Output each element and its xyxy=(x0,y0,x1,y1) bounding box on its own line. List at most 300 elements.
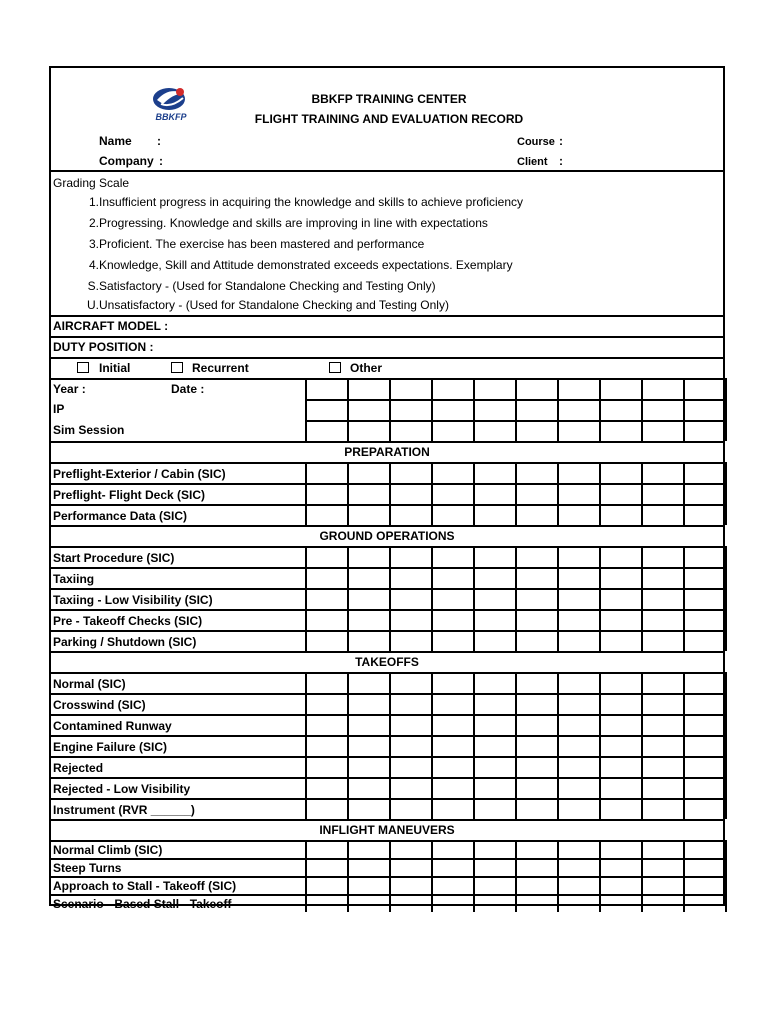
grade-cell[interactable] xyxy=(349,547,389,566)
grade-cell[interactable] xyxy=(601,421,641,440)
grade-cell[interactable] xyxy=(307,484,347,503)
maneuver-label: Crosswind (SIC) xyxy=(53,697,146,712)
section-title: GROUND OPERATIONS xyxy=(319,529,455,543)
grade-cell[interactable] xyxy=(433,799,473,818)
grade-cell[interactable] xyxy=(391,421,431,440)
grade-cell[interactable] xyxy=(349,694,389,713)
grade-cell[interactable] xyxy=(643,568,683,587)
grade-cell[interactable] xyxy=(685,610,725,629)
maneuver-label: Performance Data (SIC) xyxy=(53,508,188,523)
grade-cell[interactable] xyxy=(559,484,599,503)
grade-cell[interactable] xyxy=(685,421,725,440)
other-label: Other xyxy=(350,361,383,375)
grid-column-line xyxy=(725,546,727,567)
grade-cell[interactable] xyxy=(433,589,473,608)
grade-cell[interactable] xyxy=(685,400,725,419)
grade-cell[interactable] xyxy=(349,589,389,608)
grid-column-line xyxy=(725,798,727,819)
grade-cell[interactable] xyxy=(349,610,389,629)
grade-cell[interactable] xyxy=(559,859,599,875)
grade-cell[interactable] xyxy=(601,631,641,650)
maneuver-label: Preflight-Exterior / Cabin (SIC) xyxy=(53,466,226,481)
grade-cell[interactable] xyxy=(517,379,557,398)
grade-cell[interactable] xyxy=(559,757,599,776)
maneuver-label: Preflight- Flight Deck (SIC) xyxy=(53,487,206,502)
divider xyxy=(51,819,723,821)
grade-cell[interactable] xyxy=(475,463,515,482)
grade-cell[interactable] xyxy=(685,631,725,650)
grade-cell[interactable] xyxy=(559,379,599,398)
grade-cell[interactable] xyxy=(559,895,599,911)
grade-cell[interactable] xyxy=(307,859,347,875)
divider xyxy=(51,336,723,338)
grade-cell[interactable] xyxy=(349,877,389,893)
maneuver-label: Parking / Shutdown (SIC) xyxy=(53,634,197,649)
grade-cell[interactable] xyxy=(307,673,347,692)
grade-cell[interactable] xyxy=(601,895,641,911)
grid-column-line xyxy=(725,672,727,693)
grade-cell[interactable] xyxy=(349,484,389,503)
grade-cell[interactable] xyxy=(475,694,515,713)
grade-cell[interactable] xyxy=(307,757,347,776)
grade-cell[interactable] xyxy=(601,694,641,713)
grade-cell[interactable] xyxy=(643,736,683,755)
grading-text: Insufficient progress in acquiring the knowledge and skills to achieve proficiency xyxy=(99,195,524,209)
grade-cell[interactable] xyxy=(601,505,641,524)
grade-cell[interactable] xyxy=(601,778,641,797)
grade-cell[interactable] xyxy=(517,859,557,875)
grade-cell[interactable] xyxy=(349,859,389,875)
maneuver-label: Engine Failure (SIC) xyxy=(53,739,168,754)
grade-cell[interactable] xyxy=(433,379,473,398)
grade-cell[interactable] xyxy=(601,859,641,875)
evaluation-form xyxy=(49,66,725,911)
grade-cell[interactable] xyxy=(349,631,389,650)
grade-cell[interactable] xyxy=(433,895,473,911)
grade-cell[interactable] xyxy=(349,799,389,818)
maneuver-label: Steep Turns xyxy=(53,861,122,875)
grade-cell[interactable] xyxy=(307,589,347,608)
grade-cell[interactable] xyxy=(433,547,473,566)
grade-cell[interactable] xyxy=(433,841,473,857)
grade-cell[interactable] xyxy=(349,505,389,524)
grade-cell[interactable] xyxy=(559,463,599,482)
grid-column-line xyxy=(725,462,727,483)
client-colon: : xyxy=(559,154,563,168)
grade-cell[interactable] xyxy=(685,778,725,797)
org-title: BBKFP TRAINING CENTER xyxy=(311,92,467,106)
grade-cell[interactable] xyxy=(307,421,347,440)
grade-cell[interactable] xyxy=(475,610,515,629)
grading-text: Progressing. Knowledge and skills are improving in line with expectations xyxy=(99,216,488,230)
maneuver-label: Scenario - Based Stall - Takeoff xyxy=(53,897,232,911)
grade-cell[interactable] xyxy=(517,484,557,503)
grade-cell[interactable] xyxy=(559,400,599,419)
grid-column-line xyxy=(725,777,727,798)
company-label: Company xyxy=(99,154,154,168)
grid-column-line xyxy=(725,420,727,441)
duty-position-label: DUTY POSITION : xyxy=(53,340,154,354)
grade-cell[interactable] xyxy=(559,694,599,713)
divider xyxy=(51,651,723,653)
grade-cell[interactable] xyxy=(433,631,473,650)
grade-cell[interactable] xyxy=(601,589,641,608)
section-title: INFLIGHT MANEUVERS xyxy=(319,823,455,837)
recurrent-label: Recurrent xyxy=(192,361,249,375)
grade-cell[interactable] xyxy=(643,547,683,566)
divider xyxy=(51,170,723,172)
grid-column-line xyxy=(725,609,727,630)
grade-cell[interactable] xyxy=(517,505,557,524)
recurrent-checkbox[interactable] xyxy=(171,362,183,373)
grade-cell[interactable] xyxy=(643,799,683,818)
grade-cell[interactable] xyxy=(601,400,641,419)
grade-cell[interactable] xyxy=(475,547,515,566)
grade-cell[interactable] xyxy=(517,799,557,818)
grade-cell[interactable] xyxy=(307,379,347,398)
grading-text: Knowledge, Skill and Attitude demonstrated exceeds expectations. Exemplary xyxy=(99,258,513,272)
grade-cell[interactable] xyxy=(517,841,557,857)
grade-cell[interactable] xyxy=(517,715,557,734)
grade-cell[interactable] xyxy=(307,778,347,797)
grid-column-line xyxy=(725,399,727,420)
grade-cell[interactable] xyxy=(685,484,725,503)
grade-cell[interactable] xyxy=(559,421,599,440)
grade-cell[interactable] xyxy=(391,379,431,398)
grade-cell[interactable] xyxy=(475,736,515,755)
grid-column-line xyxy=(725,840,727,858)
grade-cell[interactable] xyxy=(559,799,599,818)
grade-cell[interactable] xyxy=(307,841,347,857)
grade-cell[interactable] xyxy=(685,736,725,755)
grade-cell[interactable] xyxy=(559,631,599,650)
grade-cell[interactable] xyxy=(517,421,557,440)
grade-cell[interactable] xyxy=(433,484,473,503)
grade-cell[interactable] xyxy=(391,631,431,650)
grading-title: Grading Scale xyxy=(53,176,130,190)
section-title: PREPARATION xyxy=(344,445,430,459)
grade-cell[interactable] xyxy=(685,568,725,587)
grade-cell[interactable] xyxy=(475,631,515,650)
grade-cell[interactable] xyxy=(433,694,473,713)
grade-cell[interactable] xyxy=(517,694,557,713)
grade-cell[interactable] xyxy=(391,400,431,419)
grade-cell[interactable] xyxy=(433,715,473,734)
grade-cell[interactable] xyxy=(685,547,725,566)
grade-cell[interactable] xyxy=(307,631,347,650)
grade-cell[interactable] xyxy=(643,610,683,629)
grade-cell[interactable] xyxy=(391,505,431,524)
grade-cell[interactable] xyxy=(643,484,683,503)
grade-cell[interactable] xyxy=(559,610,599,629)
grade-cell[interactable] xyxy=(559,505,599,524)
grade-cell[interactable] xyxy=(559,673,599,692)
grade-cell[interactable] xyxy=(643,400,683,419)
grade-cell[interactable] xyxy=(475,484,515,503)
grade-cell[interactable] xyxy=(559,877,599,893)
grade-cell[interactable] xyxy=(475,877,515,893)
grade-cell[interactable] xyxy=(391,694,431,713)
grading-text: Satisfactory - (Used for Standalone Checking and Testing Only) xyxy=(99,279,436,293)
grade-cell[interactable] xyxy=(643,841,683,857)
grade-cell[interactable] xyxy=(517,757,557,776)
grade-cell[interactable] xyxy=(391,757,431,776)
grade-cell[interactable] xyxy=(601,877,641,893)
grid-column-line xyxy=(725,876,727,894)
svg-text:BBKFP: BBKFP xyxy=(155,112,187,122)
maneuver-label: Start Procedure (SIC) xyxy=(53,550,175,565)
grade-cell[interactable] xyxy=(601,484,641,503)
grade-cell[interactable] xyxy=(559,736,599,755)
grade-cell[interactable] xyxy=(643,778,683,797)
maneuver-label: Taxiing - Low Visibility (SIC) xyxy=(53,592,213,607)
grade-cell[interactable] xyxy=(391,736,431,755)
grade-cell[interactable] xyxy=(307,736,347,755)
grade-cell[interactable] xyxy=(559,715,599,734)
grid-column-line xyxy=(725,756,727,777)
grade-cell[interactable] xyxy=(685,757,725,776)
grid-column-line xyxy=(725,735,727,756)
grade-cell[interactable] xyxy=(643,859,683,875)
grade-cell[interactable] xyxy=(391,463,431,482)
grade-cell[interactable] xyxy=(559,568,599,587)
grade-cell[interactable] xyxy=(685,895,725,911)
grid-column-line xyxy=(725,567,727,588)
grade-cell[interactable] xyxy=(685,877,725,893)
grade-cell[interactable] xyxy=(349,736,389,755)
grade-cell[interactable] xyxy=(307,694,347,713)
grade-cell[interactable] xyxy=(601,799,641,818)
grade-cell[interactable] xyxy=(349,421,389,440)
grade-cell[interactable] xyxy=(559,547,599,566)
grade-cell[interactable] xyxy=(433,463,473,482)
grade-cell[interactable] xyxy=(643,589,683,608)
grading-key: 2. xyxy=(88,216,99,230)
grade-cell[interactable] xyxy=(685,673,725,692)
grade-cell[interactable] xyxy=(517,736,557,755)
grade-cell[interactable] xyxy=(685,715,725,734)
grade-cell[interactable] xyxy=(307,610,347,629)
grade-cell[interactable] xyxy=(643,505,683,524)
grade-cell[interactable] xyxy=(391,841,431,857)
grade-cell[interactable] xyxy=(517,610,557,629)
grade-cell[interactable] xyxy=(307,547,347,566)
grade-cell[interactable] xyxy=(433,877,473,893)
grade-cell[interactable] xyxy=(475,400,515,419)
grade-cell[interactable] xyxy=(643,694,683,713)
grade-cell[interactable] xyxy=(643,421,683,440)
grade-cell[interactable] xyxy=(685,694,725,713)
name-label: Name xyxy=(99,134,132,148)
grade-cell[interactable] xyxy=(601,841,641,857)
grade-cell[interactable] xyxy=(559,589,599,608)
grade-cell[interactable] xyxy=(475,379,515,398)
grade-cell[interactable] xyxy=(475,895,515,911)
grade-cell[interactable] xyxy=(433,505,473,524)
maneuver-label: Rejected - Low Visibility xyxy=(53,781,191,796)
course-colon: : xyxy=(559,134,563,148)
name-colon: : xyxy=(157,134,161,148)
grade-cell[interactable] xyxy=(349,757,389,776)
grade-cell[interactable] xyxy=(433,568,473,587)
grade-cell[interactable] xyxy=(349,841,389,857)
grade-cell[interactable] xyxy=(475,673,515,692)
maneuver-label: Taxiing xyxy=(53,571,95,586)
grade-cell[interactable] xyxy=(433,757,473,776)
grade-cell[interactable] xyxy=(475,757,515,776)
grid-column-line xyxy=(725,483,727,504)
grade-cell[interactable] xyxy=(391,568,431,587)
grade-cell[interactable] xyxy=(601,547,641,566)
grade-cell[interactable] xyxy=(517,631,557,650)
grade-cell[interactable] xyxy=(349,463,389,482)
grid-column-line xyxy=(725,894,727,912)
grade-cell[interactable] xyxy=(307,877,347,893)
grading-key: S. xyxy=(87,279,99,293)
grade-cell[interactable] xyxy=(517,547,557,566)
grade-cell[interactable] xyxy=(433,673,473,692)
grade-cell[interactable] xyxy=(643,673,683,692)
grading-key: 4. xyxy=(88,258,99,272)
form-title: FLIGHT TRAINING AND EVALUATION RECORD xyxy=(254,112,524,126)
grade-cell[interactable] xyxy=(517,568,557,587)
grade-cell[interactable] xyxy=(601,463,641,482)
client-label: Client xyxy=(517,156,548,168)
grade-cell[interactable] xyxy=(517,463,557,482)
divider xyxy=(51,357,723,359)
grade-cell[interactable] xyxy=(307,505,347,524)
grade-cell[interactable] xyxy=(685,799,725,818)
grade-cell[interactable] xyxy=(307,463,347,482)
aircraft-model-label: AIRCRAFT MODEL : xyxy=(53,319,169,333)
grade-cell[interactable] xyxy=(559,778,599,797)
grade-cell[interactable] xyxy=(307,715,347,734)
section-title: TAKEOFFS xyxy=(355,655,419,669)
maneuver-label: Pre - Takeoff Checks (SIC) xyxy=(53,613,203,628)
grade-cell[interactable] xyxy=(391,799,431,818)
grade-cell[interactable] xyxy=(391,859,431,875)
grade-cell[interactable] xyxy=(475,568,515,587)
grade-cell[interactable] xyxy=(643,379,683,398)
grade-cell[interactable] xyxy=(643,631,683,650)
grade-cell[interactable] xyxy=(475,841,515,857)
grade-cell[interactable] xyxy=(517,877,557,893)
grade-cell[interactable] xyxy=(643,715,683,734)
grade-cell[interactable] xyxy=(433,736,473,755)
grade-cell[interactable] xyxy=(601,610,641,629)
grading-key: U. xyxy=(87,298,99,312)
grade-cell[interactable] xyxy=(475,715,515,734)
grade-cell[interactable] xyxy=(601,673,641,692)
grading-text: Unsatisfactory - (Used for Standalone Checking and Testing Only) xyxy=(99,298,449,312)
grade-cell[interactable] xyxy=(433,400,473,419)
maneuver-label: Normal (SIC) xyxy=(53,676,126,691)
grade-cell[interactable] xyxy=(601,379,641,398)
grade-cell[interactable] xyxy=(433,859,473,875)
divider xyxy=(51,315,723,317)
grade-cell[interactable] xyxy=(391,484,431,503)
year-label: Year : xyxy=(53,382,86,396)
grade-cell[interactable] xyxy=(433,778,473,797)
grid-column-line xyxy=(725,693,727,714)
grade-cell[interactable] xyxy=(391,778,431,797)
grade-cell[interactable] xyxy=(307,799,347,818)
grid-column-line xyxy=(725,714,727,735)
grade-cell[interactable] xyxy=(475,589,515,608)
grade-cell[interactable] xyxy=(475,799,515,818)
grade-cell[interactable] xyxy=(433,610,473,629)
course-label: Course xyxy=(517,136,555,148)
grid-column-line xyxy=(725,378,727,399)
grade-cell[interactable] xyxy=(685,505,725,524)
grade-cell[interactable] xyxy=(685,589,725,608)
grade-cell[interactable] xyxy=(517,673,557,692)
grade-cell[interactable] xyxy=(601,736,641,755)
ip-label: IP xyxy=(53,402,65,416)
initial-checkbox[interactable] xyxy=(77,362,89,373)
grade-cell[interactable] xyxy=(349,400,389,419)
grid-column-line xyxy=(725,504,727,525)
grading-key: 1. xyxy=(88,195,99,209)
grade-cell[interactable] xyxy=(307,400,347,419)
grade-cell[interactable] xyxy=(391,877,431,893)
grade-cell[interactable] xyxy=(643,757,683,776)
grade-cell[interactable] xyxy=(517,778,557,797)
grid-column-line xyxy=(725,630,727,651)
grade-cell[interactable] xyxy=(601,715,641,734)
other-checkbox[interactable] xyxy=(329,362,341,373)
grade-cell[interactable] xyxy=(433,421,473,440)
grade-cell[interactable] xyxy=(391,610,431,629)
grade-cell[interactable] xyxy=(349,895,389,911)
grade-cell[interactable] xyxy=(307,895,347,911)
grade-cell[interactable] xyxy=(391,895,431,911)
grade-cell[interactable] xyxy=(643,463,683,482)
grade-cell[interactable] xyxy=(517,400,557,419)
grade-cell[interactable] xyxy=(475,778,515,797)
grade-cell[interactable] xyxy=(601,568,641,587)
initial-label: Initial xyxy=(99,361,131,375)
grade-cell[interactable] xyxy=(685,859,725,875)
grade-cell[interactable] xyxy=(391,715,431,734)
grade-cell[interactable] xyxy=(601,757,641,776)
grade-cell[interactable] xyxy=(349,715,389,734)
grade-cell[interactable] xyxy=(391,673,431,692)
grade-cell[interactable] xyxy=(685,379,725,398)
grid-column-line xyxy=(725,588,727,609)
maneuver-label: Contamined Runway xyxy=(53,718,172,733)
grade-cell[interactable] xyxy=(475,421,515,440)
grade-cell[interactable] xyxy=(391,589,431,608)
grade-cell[interactable] xyxy=(349,673,389,692)
grade-cell[interactable] xyxy=(349,568,389,587)
divider xyxy=(51,441,723,443)
grade-cell[interactable] xyxy=(349,379,389,398)
grade-cell[interactable] xyxy=(643,877,683,893)
grade-cell[interactable] xyxy=(475,859,515,875)
grade-cell[interactable] xyxy=(685,841,725,857)
grade-cell[interactable] xyxy=(517,589,557,608)
grade-cell[interactable] xyxy=(559,841,599,857)
grade-cell[interactable] xyxy=(517,895,557,911)
grade-cell[interactable] xyxy=(685,463,725,482)
divider xyxy=(51,525,723,527)
grade-cell[interactable] xyxy=(391,547,431,566)
grade-cell[interactable] xyxy=(643,895,683,911)
grade-cell[interactable] xyxy=(475,505,515,524)
grade-cell[interactable] xyxy=(307,568,347,587)
grade-cell[interactable] xyxy=(349,778,389,797)
